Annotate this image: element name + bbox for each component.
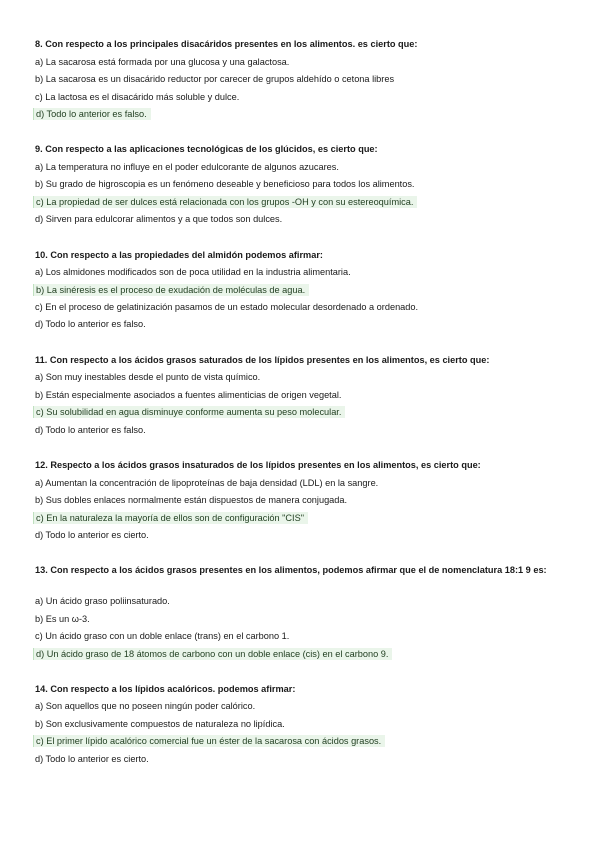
question-title: 11. Con respecto a los ácidos grasos saturados de los lípidos presentes en los alimentos, es cierto que:: [35, 355, 490, 365]
question-title: 10. Con respecto a las propiedades del almidón podemos afirmar:: [35, 250, 323, 260]
option-a: a) Son muy inestables desde el punto de vista químico.: [35, 372, 261, 382]
question-title: 13. Con respecto a los ácidos grasos presentes en los alimentos, podemos afirmar que el de nomenclatura 18:1 9 es:: [35, 565, 547, 575]
option-b: b) Están especialmente asociados a fuentes alimenticias de origen vegetal.: [35, 390, 342, 400]
option-b: b) Su grado de higroscopia es un fenómeno deseable y beneficioso para todos los alimentos.: [35, 179, 415, 189]
question-title: 12. Respecto a los ácidos grasos insaturados de los lípidos presentes en los alimentos, es cierto que:: [35, 460, 481, 470]
option-b: b) La sacarosa es un disacárido reductor por carecer de grupos aldehído o cetona libres: [35, 74, 395, 84]
question-title: 8. Con respecto a los principales disacáridos presentes en los alimentos. es cierto que:: [35, 39, 418, 49]
option-b: b) Son exclusivamente compuestos de naturaleza no lipídica.: [35, 719, 285, 729]
option-b: b) Es un ω-3.: [35, 614, 90, 624]
option-d: d) Todo lo anterior es cierto.: [35, 754, 149, 764]
option-c-correct: c) En la naturaleza la mayoría de ellos son de configuración "CIS": [33, 512, 308, 524]
option-c: c) La lactosa es el disacárido más soluble y dulce.: [35, 92, 240, 102]
option-a: a) Un ácido graso poliinsaturado.: [35, 596, 170, 606]
option-c: c) En el proceso de gelatinización pasamos de un estado molecular desordenado a ordenado.: [35, 302, 419, 312]
option-b-correct: b) La sinéresis es el proceso de exudación de moléculas de agua.: [33, 284, 309, 296]
option-a: a) Aumentan la concentración de lipoproteínas de baja densidad (LDL) en la sangre.: [35, 478, 379, 488]
option-a: a) Son aquellos que no poseen ningún poder calórico.: [35, 701, 256, 711]
option-c-correct: c) La propiedad de ser dulces está relacionada con los grupos -OH y con su estereoquímica.: [33, 196, 417, 208]
option-a: a) La temperatura no influye en el poder edulcorante de algunos azucares.: [35, 162, 339, 172]
option-b: b) Sus dobles enlaces normalmente están dispuestos de manera conjugada.: [35, 495, 348, 505]
option-c: c) Un ácido graso con un doble enlace (trans) en el carbono 1.: [35, 631, 290, 641]
option-c-correct: c) Su solubilidad en agua disminuye conforme aumenta su peso molecular.: [33, 406, 345, 418]
question-title: 9. Con respecto a las aplicaciones tecnológicas de los glúcidos, es cierto que:: [35, 144, 378, 154]
option-a: a) La sacarosa está formada por una glucosa y una galactosa.: [35, 57, 290, 67]
option-a: a) Los almidones modificados son de poca utilidad en la industria alimentaria.: [35, 267, 351, 277]
option-d: d) Todo lo anterior es falso.: [35, 319, 146, 329]
option-c-correct: c) El primer lípido acalórico comercial fue un éster de la sacarosa con ácidos grasos.: [33, 735, 385, 747]
question-title: 14. Con respecto a los lípidos acalóricos. podemos afirmar:: [35, 684, 296, 694]
option-d-correct: d) Un ácido graso de 18 átomos de carbono con un doble enlace (cis) en el carbono 9.: [33, 648, 392, 660]
option-d: d) Sirven para edulcorar alimentos y a que todos son dulces.: [35, 214, 283, 224]
option-d-correct: d) Todo lo anterior es falso.: [33, 108, 151, 120]
option-d: d) Todo lo anterior es cierto.: [35, 530, 149, 540]
option-d: d) Todo lo anterior es falso.: [35, 425, 146, 435]
